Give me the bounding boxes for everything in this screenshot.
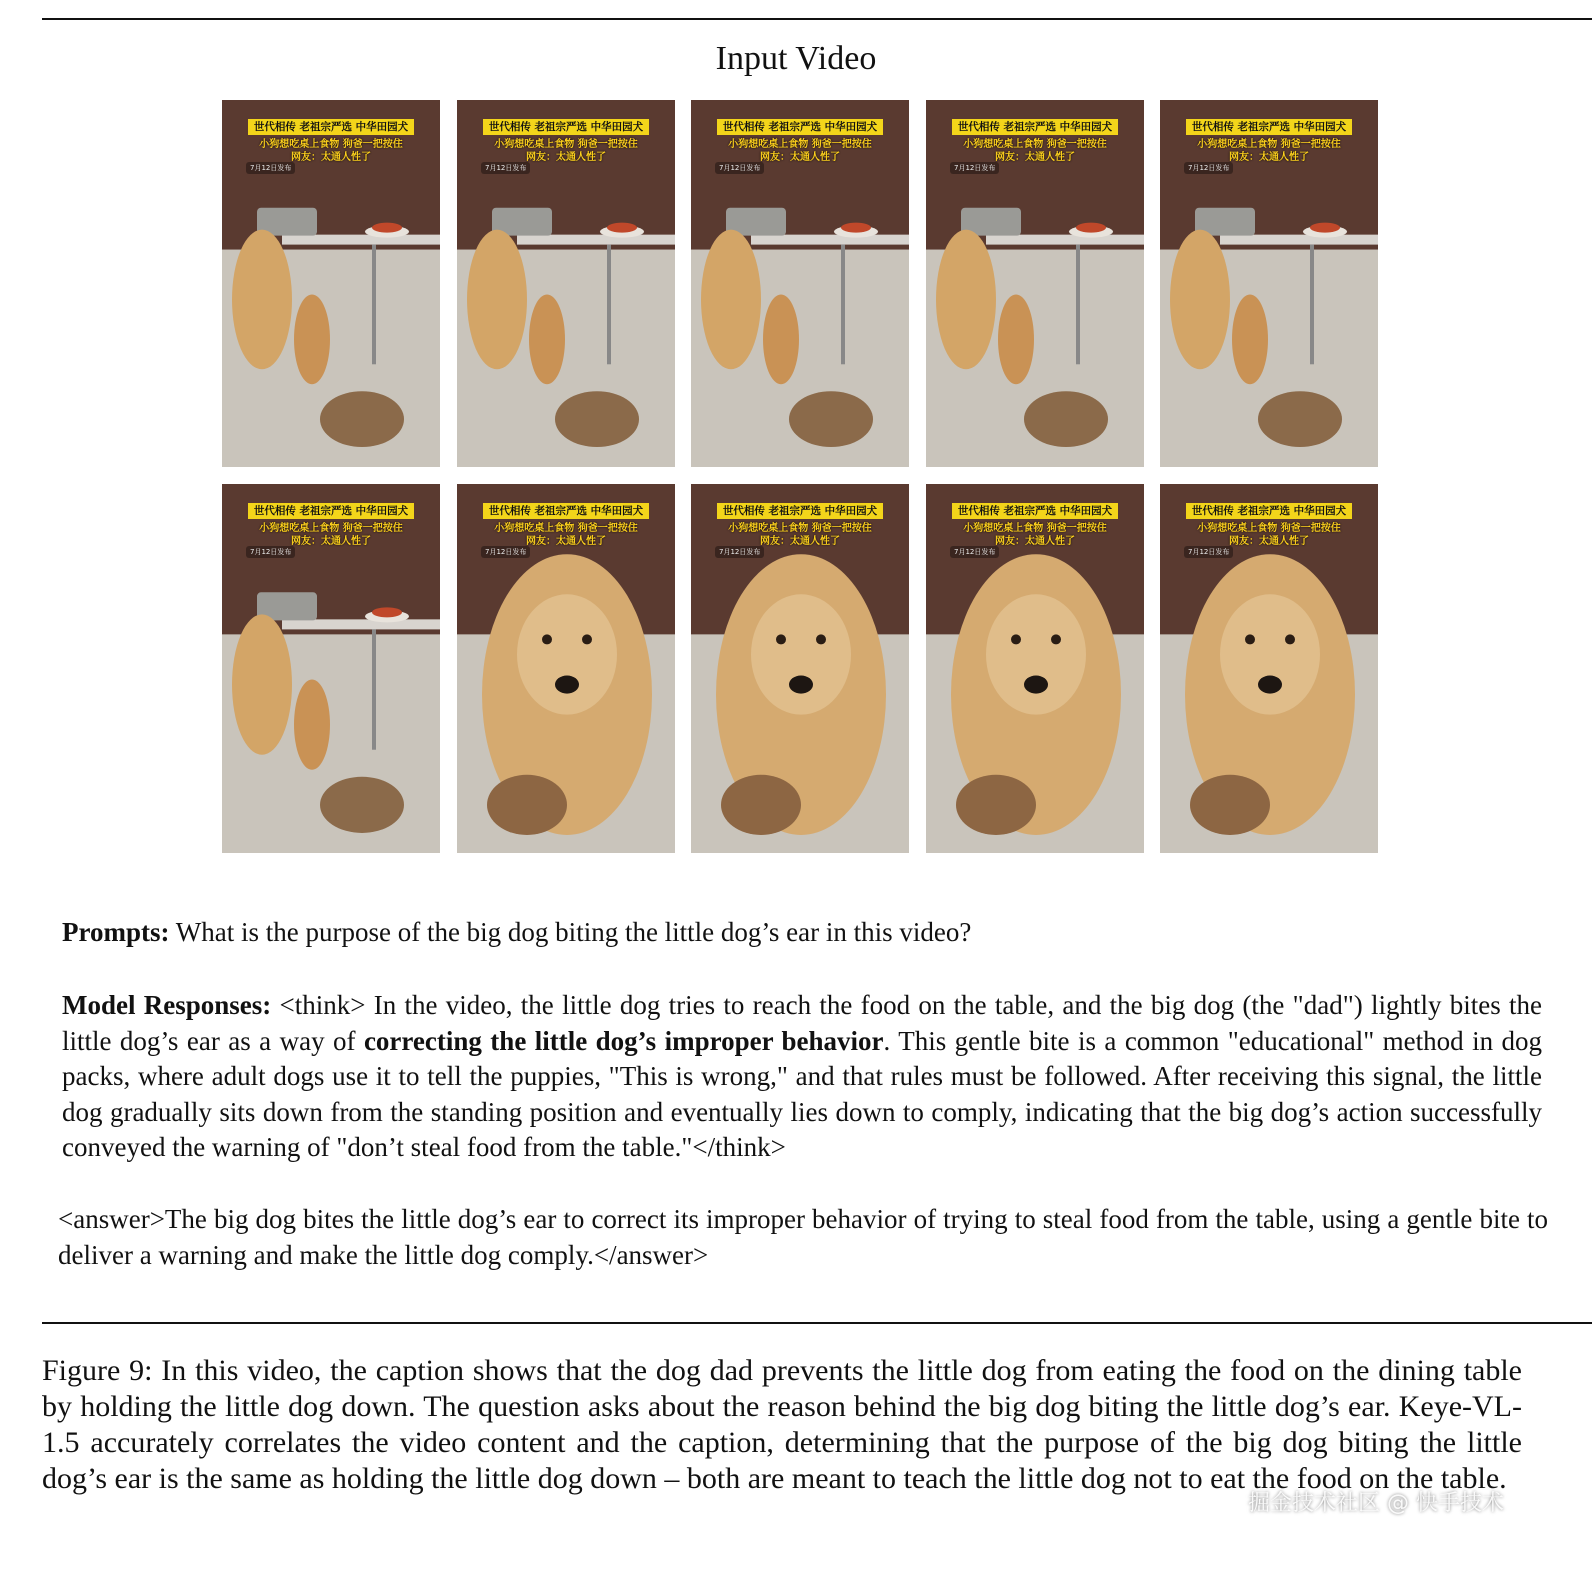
overlay-line-1: 世代相传 老祖宗严选 中华田园犬: [952, 503, 1118, 519]
frame-overlay-text: [222, 498, 440, 549]
overlay-line-1: 世代相传 老祖宗严选 中华田园犬: [717, 119, 883, 135]
overlay-date: 7月12日发布: [715, 546, 764, 558]
overlay-line-3: 网友：太通人性了: [760, 152, 840, 164]
overlay-date: 7月12日发布: [481, 546, 530, 558]
overlay-line-1: 世代相传 老祖宗严选 中华田园犬: [483, 503, 649, 519]
overlay-line-1: 世代相传 老祖宗严选 中华田园犬: [717, 503, 883, 519]
frame-overlay-text: [926, 114, 1144, 165]
answer-paragraph: <answer>The big dog bites the little dog’s ear to correct its improper behavior of trying to steal food from the table, using a gentle bite to deliver a warning and make the little dog comply.</answer>: [58, 1204, 1548, 1270]
overlay-line-3: 网友：太通人性了: [1229, 152, 1309, 164]
figure-caption: Figure 9: In this video, the caption shows that the dog dad prevents the little dog from eating the food on the dining table by holding the little dog down. The question asks about the reason behind the big dog biting the little dog’s ear. Keye-VL-1.5 accurately correlates the video content and the caption, determining that the purpose of the big dog biting the little dog’s ear is the same as holding the little dog down – both are meant to teach the little dog not to eat the food on the table.: [42, 1354, 1522, 1495]
overlay-line-1: 世代相传 老祖宗严选 中华田园犬: [952, 119, 1118, 135]
overlay-date: 7月12日发布: [1184, 546, 1233, 558]
overlay-date: 7月12日发布: [246, 546, 295, 558]
frame-overlay-text: [691, 498, 909, 549]
frame-01-big-dog-and-puppy-at-table: [222, 100, 440, 467]
frame-05-big-dog-biting-ear: [1160, 100, 1378, 467]
frame-overlay-text: [222, 114, 440, 165]
overlay-date: 7月12日发布: [1184, 162, 1233, 174]
frame-04-big-dog-pushing-puppy: [926, 100, 1144, 467]
response-text-before: <think> In the video, the little dog tries to reach the food on the table, and the big dog (the "dad") lightly bites the little dog’s ear as a way of: [62, 990, 1542, 1056]
response-label: Model Responses:: [62, 990, 272, 1020]
frame-overlay-text: [457, 498, 675, 549]
frame-overlay-text: [691, 114, 909, 165]
top-rule: [42, 18, 1592, 20]
frame-overlay-text: [926, 498, 1144, 549]
overlay-line-3: 网友：太通人性了: [526, 536, 606, 548]
frame-overlay-text: [457, 114, 675, 165]
frame-10-big-dog-pressing-puppy: [1160, 484, 1378, 853]
overlay-line-2: 小狗想吃桌上食物 狗爸一把按住: [259, 522, 403, 534]
overlay-line-3: 网友：太通人性了: [995, 536, 1075, 548]
frame-07-big-dog-holding-puppy: [457, 484, 675, 853]
frame-09-big-dog-closeup-paw: [926, 484, 1144, 853]
overlay-line-3: 网友：太通人性了: [1229, 536, 1309, 548]
overlay-date: 7月12日发布: [715, 162, 764, 174]
frame-overlay-text: [1160, 498, 1378, 549]
overlay-date: 7月12日发布: [950, 162, 999, 174]
bottom-rule: [42, 1322, 1592, 1324]
overlay-line-3: 网友：太通人性了: [995, 152, 1075, 164]
overlay-line-3: 网友：太通人性了: [291, 152, 371, 164]
response-bold-text: correcting the little dog’s improper behavior: [363, 1025, 884, 1056]
frame-02-puppy-reaching-table: [457, 100, 675, 467]
overlay-line-1: 世代相传 老祖宗严选 中华田园犬: [1186, 503, 1352, 519]
watermark: 掘金技术社区 @ 快手技术: [1248, 1491, 1504, 1516]
overlay-line-1: 世代相传 老祖宗严选 中华田园犬: [248, 503, 414, 519]
figure-title: Input Video: [715, 40, 877, 77]
overlay-line-2: 小狗想吃桌上食物 狗爸一把按住: [728, 522, 872, 534]
overlay-line-3: 网友：太通人性了: [291, 536, 371, 548]
overlay-line-2: 小狗想吃桌上食物 狗爸一把按住: [494, 522, 638, 534]
overlay-date: 7月12日发布: [481, 162, 530, 174]
overlay-line-3: 网友：太通人性了: [526, 152, 606, 164]
overlay-line-2: 小狗想吃桌上食物 狗爸一把按住: [1197, 138, 1341, 150]
frame-03-puppy-standing-up: [691, 100, 909, 467]
overlay-line-2: 小狗想吃桌上食物 狗爸一把按住: [1197, 522, 1341, 534]
frame-overlay-text: [1160, 114, 1378, 165]
overlay-date: 7月12日发布: [246, 162, 295, 174]
frame-06-puppy-sitting-near-table: [222, 484, 440, 853]
prompt-label: Prompts:: [62, 917, 170, 947]
prompt-paragraph: [62, 915, 1542, 951]
overlay-line-2: 小狗想吃桌上食物 狗爸一把按住: [963, 522, 1107, 534]
overlay-line-2: 小狗想吃桌上食物 狗爸一把按住: [494, 138, 638, 150]
overlay-line-3: 网友：太通人性了: [760, 536, 840, 548]
frame-08-big-dog-closeup: [691, 484, 909, 853]
response-paragraph: [62, 988, 1542, 1166]
prompt-text: What is the purpose of the big dog biting the little dog’s ear in this video?: [169, 917, 972, 947]
overlay-line-1: 世代相传 老祖宗严选 中华田园犬: [483, 119, 649, 135]
overlay-line-1: 世代相传 老祖宗严选 中华田园犬: [248, 119, 414, 135]
overlay-date: 7月12日发布: [950, 546, 999, 558]
overlay-line-2: 小狗想吃桌上食物 狗爸一把按住: [728, 138, 872, 150]
response-text-after: . This gentle bite is a common "educational" method in dog packs, where adult dogs use it to tell the puppies, "This is wrong," and that rules must be followed. After receiving this signal, the little dog gradually sits down from the standing position and eventually lies down to comply, indicating that the big dog’s action successfully conveyed the warning of "don’t steal food from the table."</think>: [62, 1025, 1542, 1162]
overlay-line-2: 小狗想吃桌上食物 狗爸一把按住: [963, 138, 1107, 150]
overlay-line-1: 世代相传 老祖宗严选 中华田园犬: [1186, 119, 1352, 135]
overlay-line-2: 小狗想吃桌上食物 狗爸一把按住: [259, 138, 403, 150]
